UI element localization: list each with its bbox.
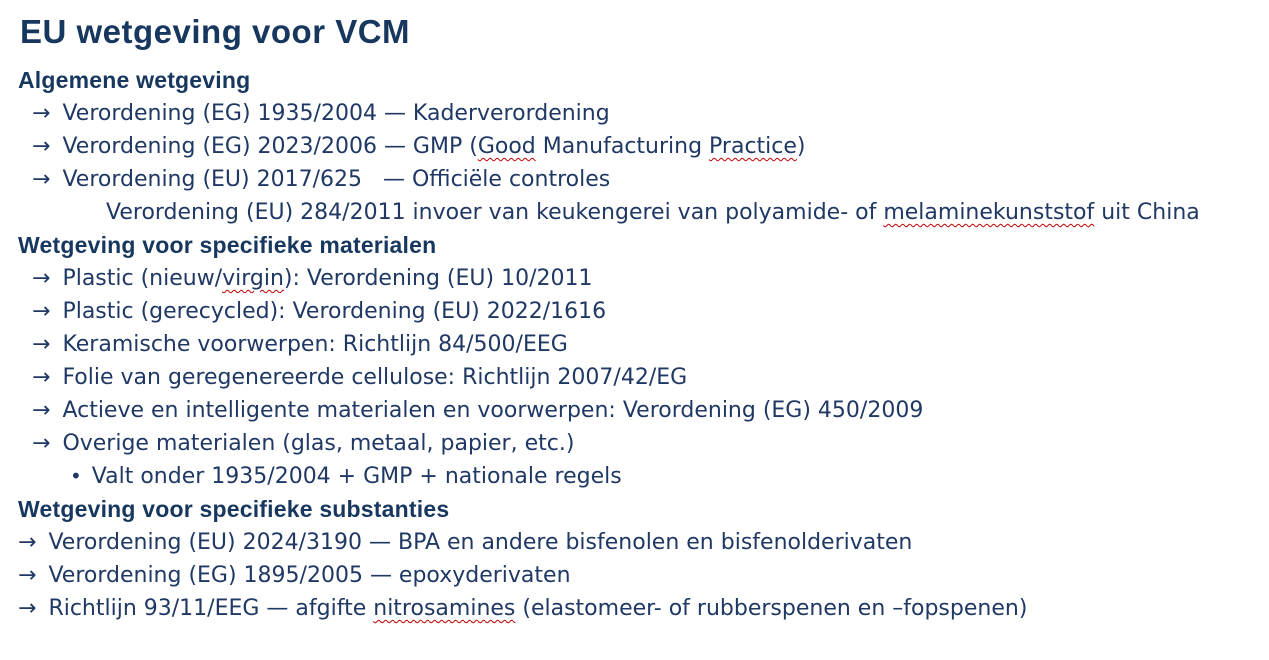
section-heading: Wetgeving voor specifieke materialen bbox=[18, 232, 437, 258]
list-item bbox=[18, 163, 1269, 196]
text-segment: Plastic (nieuw/ bbox=[62, 266, 223, 291]
legislation-section bbox=[18, 493, 1269, 625]
arrow-bullet-icon: → bbox=[18, 563, 37, 588]
list-item bbox=[18, 295, 1269, 328]
arrow-bullet-icon: → bbox=[32, 266, 51, 291]
misspelled-word: Practice bbox=[709, 134, 797, 159]
list-item bbox=[18, 196, 1269, 229]
text-segment: ) bbox=[796, 134, 806, 159]
list-item bbox=[18, 559, 1269, 592]
text-segment: uit China bbox=[1094, 200, 1200, 225]
arrow-bullet-icon: → bbox=[32, 134, 51, 159]
text-segment: Verordening (EU) 284/2011 invoer van keukengerei van polyamide- of bbox=[106, 200, 884, 225]
text-segment: Verordening (EG) 1895/2005 — epoxyderivaten bbox=[48, 563, 571, 588]
text-segment: Folie van geregenereerde cellulose: Richtlijn 2007/42/EG bbox=[62, 365, 688, 390]
list-item bbox=[18, 427, 1269, 460]
text-segment: Actieve en intelligente materialen en voorwerpen: Verordening (EG) 450/2009 bbox=[62, 398, 924, 423]
misspelled-word: virgin bbox=[222, 266, 284, 291]
list-item bbox=[18, 592, 1269, 625]
list-item bbox=[18, 394, 1269, 427]
legislation-section bbox=[18, 229, 1269, 493]
misspelled-word: nitrosamines bbox=[373, 596, 516, 621]
text-segment: Keramische voorwerpen: Richtlijn 84/500/EEG bbox=[62, 332, 568, 357]
text-segment: (elastomeer- of rubberspenen en –fopspenen) bbox=[515, 596, 1028, 621]
arrow-bullet-icon: → bbox=[18, 530, 37, 555]
text-segment: Manufacturing bbox=[535, 134, 710, 159]
misspelled-word: melaminekunststof bbox=[883, 200, 1095, 225]
text-segment: Plastic (gerecycled): Verordening (EU) 2022/1616 bbox=[62, 299, 607, 324]
legislation-sections bbox=[18, 64, 1269, 625]
list-item bbox=[18, 97, 1269, 130]
text-segment: Valt onder 1935/2004 + GMP + nationale regels bbox=[91, 464, 622, 489]
list-item bbox=[18, 328, 1269, 361]
arrow-bullet-icon: → bbox=[32, 101, 51, 126]
text-segment: Verordening (EU) 2024/3190 — BPA en andere bisfenolen en bisfenolderivaten bbox=[48, 530, 913, 555]
text-segment: ): Verordening (EU) 10/2011 bbox=[283, 266, 593, 291]
arrow-bullet-icon: → bbox=[32, 167, 51, 192]
list-item bbox=[18, 460, 1269, 493]
arrow-bullet-icon: → bbox=[32, 365, 51, 390]
arrow-bullet-icon: → bbox=[32, 299, 51, 324]
dot-bullet-icon: • bbox=[70, 464, 82, 488]
list-item bbox=[18, 262, 1269, 295]
list-item bbox=[18, 361, 1269, 394]
section-heading: Wetgeving voor specifieke substanties bbox=[18, 496, 450, 522]
arrow-bullet-icon: → bbox=[32, 431, 51, 456]
text-segment: Richtlijn 93/11/EEG — afgifte bbox=[48, 596, 374, 621]
text-segment: Verordening (EU) 2017/625 — Officiële controles bbox=[62, 167, 611, 192]
text-segment: Verordening (EG) 1935/2004 — Kaderverordening bbox=[62, 101, 610, 126]
text-segment: Overige materialen (glas, metaal, papier, etc.) bbox=[62, 431, 575, 456]
list-item bbox=[18, 130, 1269, 163]
misspelled-word: Good bbox=[477, 134, 536, 159]
arrow-bullet-icon: → bbox=[32, 398, 51, 423]
text-segment: Verordening (EG) 2023/2006 — GMP ( bbox=[62, 134, 478, 159]
page-title: EU wetgeving voor VCM bbox=[20, 13, 411, 50]
section-heading: Algemene wetgeving bbox=[18, 67, 251, 93]
list-item bbox=[18, 526, 1269, 559]
legislation-section bbox=[18, 64, 1269, 229]
arrow-bullet-icon: → bbox=[18, 596, 37, 621]
arrow-bullet-icon: → bbox=[32, 332, 51, 357]
